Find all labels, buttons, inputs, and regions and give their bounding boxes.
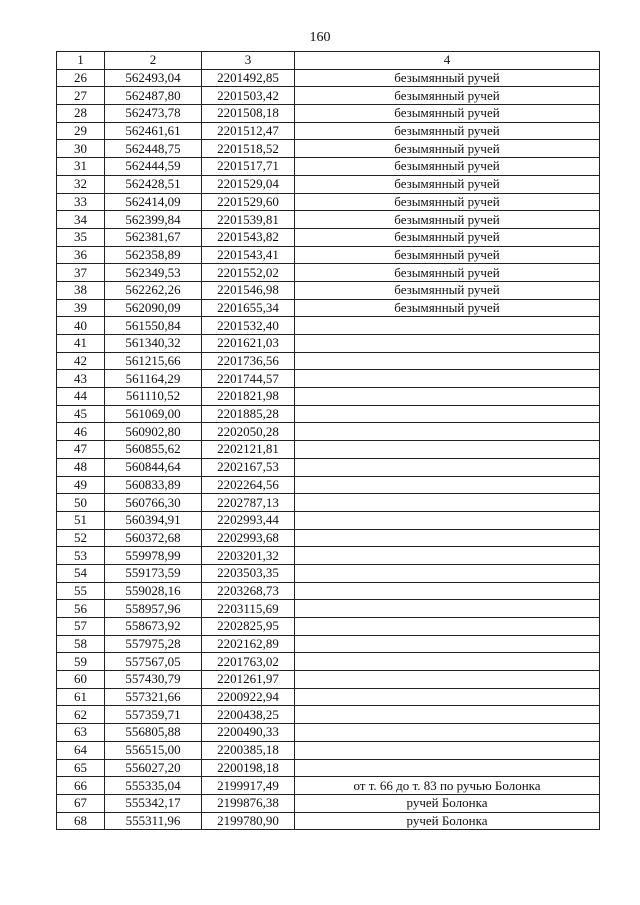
x-coordinate-cell: 562349,53	[105, 264, 202, 282]
x-coordinate-cell: 561164,29	[105, 370, 202, 388]
table-row	[57, 405, 600, 423]
description-cell	[295, 653, 600, 671]
x-coordinate-cell: 562473,78	[105, 105, 202, 123]
description-cell: безымянный ручей	[295, 211, 600, 229]
x-coordinate-cell: 558673,92	[105, 618, 202, 636]
x-coordinate-cell: 556805,88	[105, 724, 202, 742]
y-coordinate-cell: 2202121,81	[202, 441, 295, 459]
table-row	[57, 458, 600, 476]
point-number-cell: 37	[57, 264, 105, 282]
table-row	[57, 794, 600, 812]
y-coordinate-cell: 2201532,40	[202, 317, 295, 335]
table-row	[57, 175, 600, 193]
description-cell	[295, 759, 600, 777]
table-row	[57, 370, 600, 388]
table-row	[57, 211, 600, 229]
column-header-2: 2	[105, 52, 202, 70]
table-row	[57, 388, 600, 406]
y-coordinate-cell: 2201552,02	[202, 264, 295, 282]
point-number-cell: 40	[57, 317, 105, 335]
table-row	[57, 105, 600, 123]
table-row	[57, 140, 600, 158]
x-coordinate-cell: 555342,17	[105, 794, 202, 812]
x-coordinate-cell: 560372,68	[105, 529, 202, 547]
description-cell	[295, 706, 600, 724]
description-cell: безымянный ручей	[295, 105, 600, 123]
description-cell	[295, 564, 600, 582]
point-number-cell: 45	[57, 405, 105, 423]
coordinates-table	[56, 51, 600, 830]
x-coordinate-cell: 562444,59	[105, 158, 202, 176]
y-coordinate-cell: 2202167,53	[202, 458, 295, 476]
y-coordinate-cell: 2202162,89	[202, 635, 295, 653]
table-row	[57, 87, 600, 105]
description-cell	[295, 671, 600, 689]
table-row	[57, 741, 600, 759]
y-coordinate-cell: 2199780,90	[202, 812, 295, 830]
point-number-cell: 60	[57, 671, 105, 689]
description-cell: безымянный ручей	[295, 299, 600, 317]
point-number-cell: 44	[57, 388, 105, 406]
description-cell	[295, 529, 600, 547]
y-coordinate-cell: 2202825,95	[202, 618, 295, 636]
y-coordinate-cell: 2201821,98	[202, 388, 295, 406]
y-coordinate-cell: 2200922,94	[202, 688, 295, 706]
x-coordinate-cell: 562493,04	[105, 69, 202, 87]
description-cell	[295, 370, 600, 388]
x-coordinate-cell: 556515,00	[105, 741, 202, 759]
point-number-cell: 55	[57, 582, 105, 600]
point-number-cell: 39	[57, 299, 105, 317]
x-coordinate-cell: 562428,51	[105, 175, 202, 193]
table-row	[57, 476, 600, 494]
table-row	[57, 547, 600, 565]
y-coordinate-cell: 2201543,82	[202, 228, 295, 246]
point-number-cell: 36	[57, 246, 105, 264]
x-coordinate-cell: 562090,09	[105, 299, 202, 317]
y-coordinate-cell: 2201621,03	[202, 335, 295, 353]
y-coordinate-cell: 2201885,28	[202, 405, 295, 423]
description-cell	[295, 405, 600, 423]
y-coordinate-cell: 2201512,47	[202, 122, 295, 140]
table-row	[57, 671, 600, 689]
x-coordinate-cell: 555311,96	[105, 812, 202, 830]
point-number-cell: 29	[57, 122, 105, 140]
table-row	[57, 193, 600, 211]
y-coordinate-cell: 2201744,57	[202, 370, 295, 388]
point-number-cell: 67	[57, 794, 105, 812]
table-row	[57, 618, 600, 636]
x-coordinate-cell: 560766,30	[105, 494, 202, 512]
point-number-cell: 33	[57, 193, 105, 211]
point-number-cell: 49	[57, 476, 105, 494]
table-row	[57, 511, 600, 529]
table-header	[57, 52, 600, 70]
column-header-1: 1	[57, 52, 105, 70]
y-coordinate-cell: 2199876,38	[202, 794, 295, 812]
y-coordinate-cell: 2201508,18	[202, 105, 295, 123]
column-header-4: 4	[295, 52, 600, 70]
y-coordinate-cell: 2201529,60	[202, 193, 295, 211]
point-number-cell: 28	[57, 105, 105, 123]
y-coordinate-cell: 2201546,98	[202, 281, 295, 299]
table-row	[57, 264, 600, 282]
point-number-cell: 34	[57, 211, 105, 229]
x-coordinate-cell: 562381,67	[105, 228, 202, 246]
table-row	[57, 529, 600, 547]
description-cell: ручей Болонка	[295, 812, 600, 830]
table-row	[57, 335, 600, 353]
point-number-cell: 26	[57, 69, 105, 87]
description-cell	[295, 494, 600, 512]
x-coordinate-cell: 561069,00	[105, 405, 202, 423]
point-number-cell: 61	[57, 688, 105, 706]
y-coordinate-cell: 2201503,42	[202, 87, 295, 105]
table-row	[57, 494, 600, 512]
table-row	[57, 158, 600, 176]
description-cell	[295, 618, 600, 636]
y-coordinate-cell: 2201492,85	[202, 69, 295, 87]
x-coordinate-cell: 560855,62	[105, 441, 202, 459]
x-coordinate-cell: 562414,09	[105, 193, 202, 211]
point-number-cell: 48	[57, 458, 105, 476]
point-number-cell: 58	[57, 635, 105, 653]
y-coordinate-cell: 2201518,52	[202, 140, 295, 158]
table-body	[57, 69, 600, 830]
description-cell	[295, 582, 600, 600]
description-cell: безымянный ручей	[295, 246, 600, 264]
point-number-cell: 50	[57, 494, 105, 512]
x-coordinate-cell: 559028,16	[105, 582, 202, 600]
table-row	[57, 69, 600, 87]
y-coordinate-cell: 2201529,04	[202, 175, 295, 193]
x-coordinate-cell: 562262,26	[105, 281, 202, 299]
y-coordinate-cell: 2200490,33	[202, 724, 295, 742]
table-row	[57, 635, 600, 653]
point-number-cell: 47	[57, 441, 105, 459]
table-row	[57, 759, 600, 777]
x-coordinate-cell: 560833,89	[105, 476, 202, 494]
x-coordinate-cell: 562399,84	[105, 211, 202, 229]
y-coordinate-cell: 2201736,56	[202, 352, 295, 370]
point-number-cell: 42	[57, 352, 105, 370]
x-coordinate-cell: 560902,80	[105, 423, 202, 441]
x-coordinate-cell: 560844,64	[105, 458, 202, 476]
description-cell	[295, 335, 600, 353]
description-cell: безымянный ручей	[295, 87, 600, 105]
y-coordinate-cell: 2203115,69	[202, 600, 295, 618]
description-cell	[295, 688, 600, 706]
point-number-cell: 46	[57, 423, 105, 441]
x-coordinate-cell: 562461,61	[105, 122, 202, 140]
table-row	[57, 777, 600, 795]
y-coordinate-cell: 2203268,73	[202, 582, 295, 600]
y-coordinate-cell: 2200198,18	[202, 759, 295, 777]
point-number-cell: 41	[57, 335, 105, 353]
y-coordinate-cell: 2202993,68	[202, 529, 295, 547]
y-coordinate-cell: 2202993,44	[202, 511, 295, 529]
x-coordinate-cell: 557975,28	[105, 635, 202, 653]
y-coordinate-cell: 2202787,13	[202, 494, 295, 512]
table-row	[57, 228, 600, 246]
x-coordinate-cell: 562487,80	[105, 87, 202, 105]
table-row	[57, 688, 600, 706]
x-coordinate-cell: 562448,75	[105, 140, 202, 158]
table-row	[57, 246, 600, 264]
y-coordinate-cell: 2201539,81	[202, 211, 295, 229]
description-cell: безымянный ручей	[295, 175, 600, 193]
point-number-cell: 57	[57, 618, 105, 636]
x-coordinate-cell: 555335,04	[105, 777, 202, 795]
description-cell	[295, 423, 600, 441]
table-row	[57, 423, 600, 441]
point-number-cell: 43	[57, 370, 105, 388]
point-number-cell: 38	[57, 281, 105, 299]
description-cell	[295, 511, 600, 529]
x-coordinate-cell: 561550,84	[105, 317, 202, 335]
point-number-cell: 27	[57, 87, 105, 105]
point-number-cell: 51	[57, 511, 105, 529]
x-coordinate-cell: 559978,99	[105, 547, 202, 565]
y-coordinate-cell: 2200438,25	[202, 706, 295, 724]
header-row	[57, 52, 600, 70]
description-cell: безымянный ручей	[295, 264, 600, 282]
description-cell: безымянный ручей	[295, 228, 600, 246]
y-coordinate-cell: 2201543,41	[202, 246, 295, 264]
table-row	[57, 317, 600, 335]
point-number-cell: 66	[57, 777, 105, 795]
table-row	[57, 281, 600, 299]
x-coordinate-cell: 561215,66	[105, 352, 202, 370]
table-row	[57, 122, 600, 140]
table-row	[57, 582, 600, 600]
point-number-cell: 56	[57, 600, 105, 618]
point-number-cell: 63	[57, 724, 105, 742]
x-coordinate-cell: 561340,32	[105, 335, 202, 353]
description-cell	[295, 317, 600, 335]
x-coordinate-cell: 557321,66	[105, 688, 202, 706]
point-number-cell: 54	[57, 564, 105, 582]
page-number: 160	[309, 30, 331, 45]
point-number-cell: 30	[57, 140, 105, 158]
description-cell	[295, 458, 600, 476]
description-cell: безымянный ручей	[295, 140, 600, 158]
x-coordinate-cell: 556027,20	[105, 759, 202, 777]
point-number-cell: 65	[57, 759, 105, 777]
table-row	[57, 653, 600, 671]
point-number-cell: 59	[57, 653, 105, 671]
description-cell	[295, 441, 600, 459]
x-coordinate-cell: 562358,89	[105, 246, 202, 264]
point-number-cell: 68	[57, 812, 105, 830]
table-row	[57, 600, 600, 618]
table-row	[57, 812, 600, 830]
description-cell: ручей Болонка	[295, 794, 600, 812]
description-cell	[295, 724, 600, 742]
description-cell: безымянный ручей	[295, 158, 600, 176]
y-coordinate-cell: 2202264,56	[202, 476, 295, 494]
description-cell	[295, 600, 600, 618]
description-cell: безымянный ручей	[295, 69, 600, 87]
table-row	[57, 352, 600, 370]
table-row	[57, 441, 600, 459]
table-row	[57, 724, 600, 742]
x-coordinate-cell: 559173,59	[105, 564, 202, 582]
description-cell	[295, 476, 600, 494]
y-coordinate-cell: 2200385,18	[202, 741, 295, 759]
description-cell: от т. 66 до т. 83 по ручью Болонка	[295, 777, 600, 795]
x-coordinate-cell: 561110,52	[105, 388, 202, 406]
description-cell: безымянный ручей	[295, 122, 600, 140]
y-coordinate-cell: 2203503,35	[202, 564, 295, 582]
y-coordinate-cell: 2201517,71	[202, 158, 295, 176]
y-coordinate-cell: 2201655,34	[202, 299, 295, 317]
y-coordinate-cell: 2201763,02	[202, 653, 295, 671]
point-number-cell: 31	[57, 158, 105, 176]
point-number-cell: 32	[57, 175, 105, 193]
point-number-cell: 35	[57, 228, 105, 246]
table-row	[57, 706, 600, 724]
description-cell	[295, 388, 600, 406]
description-cell	[295, 741, 600, 759]
point-number-cell: 62	[57, 706, 105, 724]
table-row	[57, 564, 600, 582]
y-coordinate-cell: 2202050,28	[202, 423, 295, 441]
point-number-cell: 64	[57, 741, 105, 759]
column-header-3: 3	[202, 52, 295, 70]
point-number-cell: 53	[57, 547, 105, 565]
description-cell	[295, 547, 600, 565]
point-number-cell: 52	[57, 529, 105, 547]
y-coordinate-cell: 2199917,49	[202, 777, 295, 795]
description-cell: безымянный ручей	[295, 193, 600, 211]
y-coordinate-cell: 2203201,32	[202, 547, 295, 565]
x-coordinate-cell: 557359,71	[105, 706, 202, 724]
x-coordinate-cell: 557430,79	[105, 671, 202, 689]
x-coordinate-cell: 558957,96	[105, 600, 202, 618]
x-coordinate-cell: 560394,91	[105, 511, 202, 529]
description-cell	[295, 352, 600, 370]
y-coordinate-cell: 2201261,97	[202, 671, 295, 689]
x-coordinate-cell: 557567,05	[105, 653, 202, 671]
description-cell	[295, 635, 600, 653]
table-row	[57, 299, 600, 317]
description-cell: безымянный ручей	[295, 281, 600, 299]
